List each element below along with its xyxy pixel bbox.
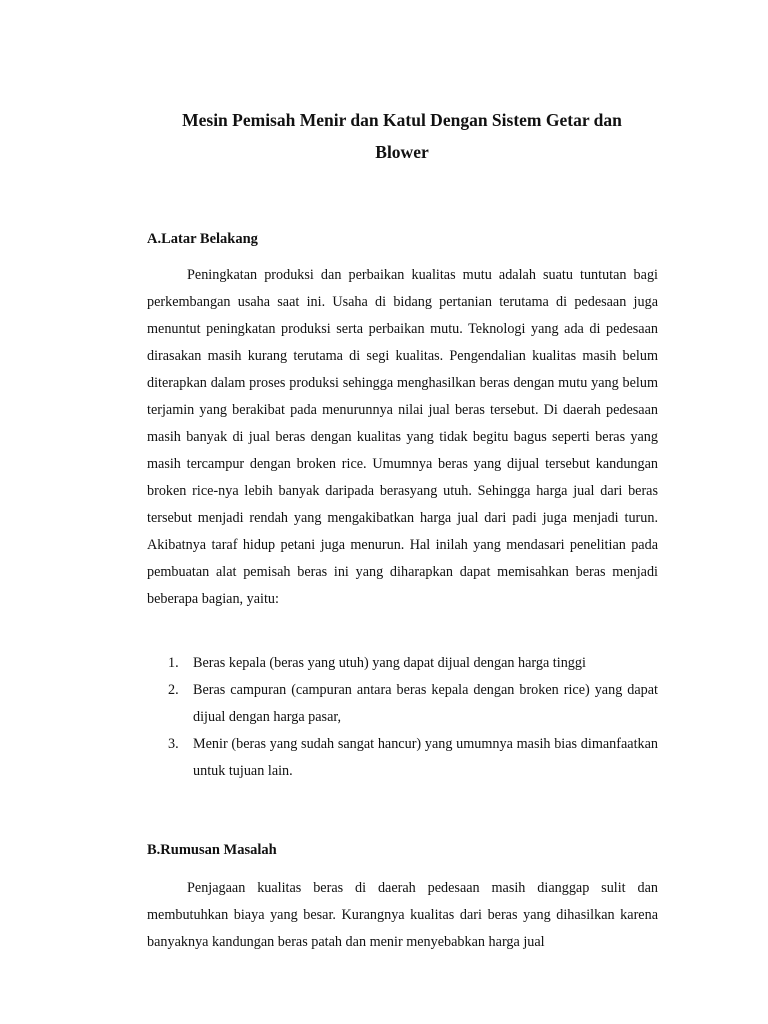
document-title: Mesin Pemisah Menir dan Katul Dengan Sistem Getar dan xyxy=(182,110,622,130)
list-item-number: 1. xyxy=(168,655,179,671)
list-item-text: Beras kepala (beras yang utuh) yang dapat dijual dengan harga tinggi xyxy=(193,655,586,671)
list-item-number: 2. xyxy=(168,682,179,698)
list-item xyxy=(147,650,658,677)
list-item-number: 3. xyxy=(168,736,179,752)
numbered-list xyxy=(147,650,658,785)
section-a-paragraph: Peningkatan produksi dan perbaikan kualitas mutu adalah suatu tuntutan bagi perkembangan usaha saat ini. Usaha di bidang pertanian terutama di pedesaan juga menuntut peningkatan produksi serta perbaikan mutu. Teknologi yang ada di pedesaan dirasakan masih kurang terutama di segi kualitas. Pengendalian kualitas masih belum diterapkan dalam proses produksi sehingga menghasilkan beras dengan mutu yang belum terjamin yang berakibat pada menurunnya nilai jual beras tersebut. Di daerah pedesaan masih banyak di jual beras dengan kualitas yang tidak begitu bagus seperti beras yang masih tercampur dengan broken rice. Umumnya beras yang dijual tersebut kandungan broken rice-nya lebih banyak daripada berasyang utuh. Sehingga harga jual dari beras tersebut menjadi rendah yang mengakibatkan harga jual dari padi juga menjadi turun. Akibatnya taraf hidup petani juga menurun. Hal inilah yang mendasari penelitian pada pembuatan alat pemisah beras ini yang diharapkan dapat memisahkan beras menjadi beberapa bagian, yaitu: xyxy=(147,267,658,607)
document-title-continued: Blower xyxy=(375,142,429,162)
list-item-text: Menir (beras yang sudah sangat hancur) yang umumnya masih bias dimanfaatkan untuk tujuan lain. xyxy=(193,736,658,779)
list-item xyxy=(147,677,658,731)
list-item-text: Beras campuran (campuran antara beras kepala dengan broken rice) yang dapat dijual dengan harga pasar, xyxy=(193,682,658,725)
section-a-heading: A.Latar Belakang xyxy=(147,231,258,247)
list-item xyxy=(147,731,658,785)
section-b-heading: B.Rumusan Masalah xyxy=(147,842,277,858)
section-b-paragraph: Penjagaan kualitas beras di daerah pedesaan masih dianggap sulit dan membutuhkan biaya yang besar. Kurangnya kualitas dari beras yang dihasilkan karena banyaknya kandungan beras patah dan menir menyebabkan harga jual xyxy=(147,880,658,950)
